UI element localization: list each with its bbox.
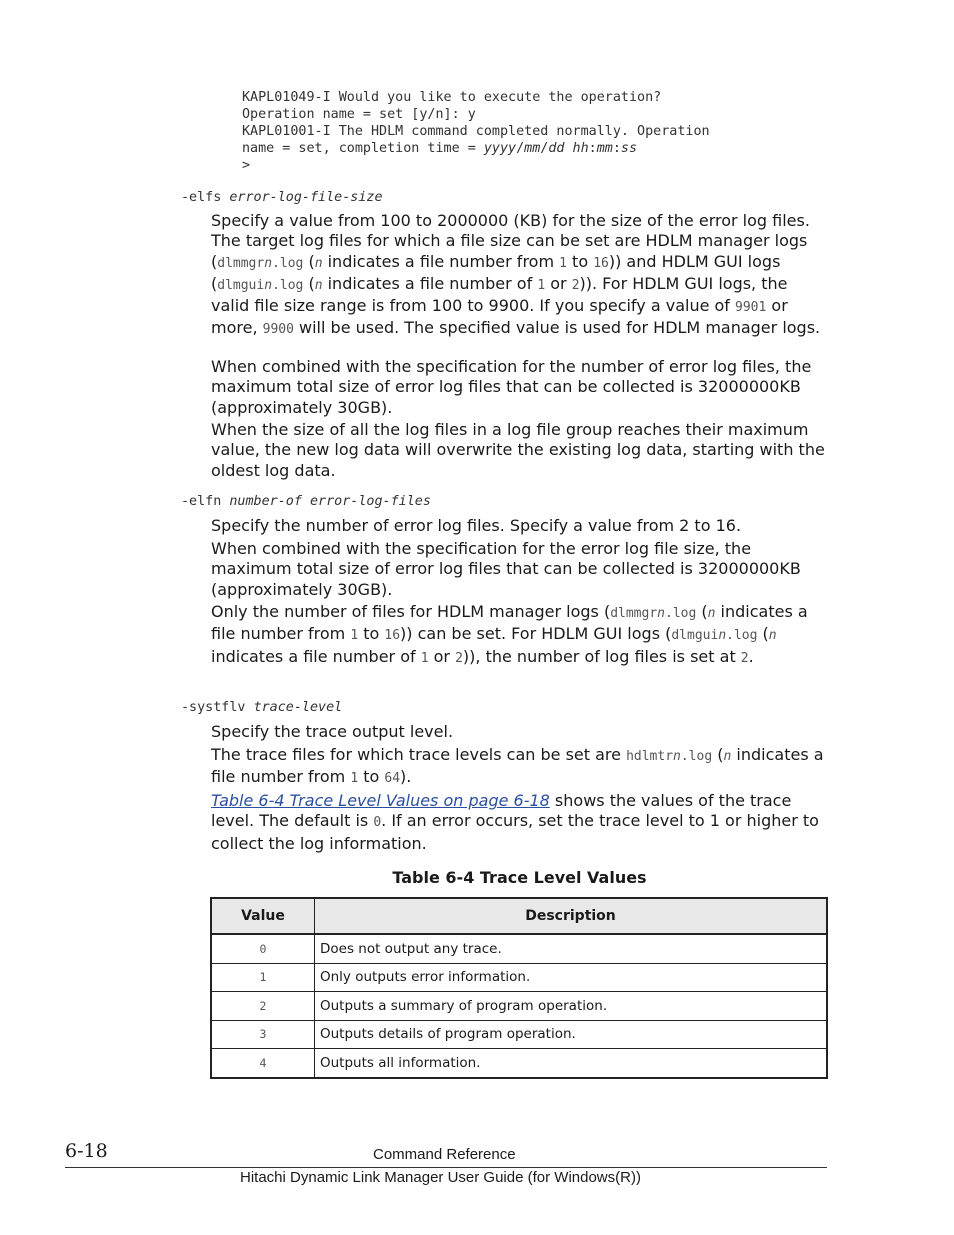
value: 2	[455, 650, 463, 666]
code-var: mm	[596, 141, 613, 156]
option-name: -elfn	[181, 494, 230, 509]
code-text: /	[540, 141, 549, 156]
value-cell: 0	[211, 934, 315, 963]
description-cell: Outputs all information.	[315, 1049, 828, 1078]
option-systflv-heading	[181, 700, 342, 715]
text: indicates a file number of	[322, 273, 538, 293]
text: ).	[400, 767, 412, 787]
systflv-paragraph-3	[211, 791, 829, 854]
var	[315, 256, 323, 271]
option-name: -elfs	[181, 190, 230, 205]
text: .log	[272, 277, 304, 293]
code-var: ss	[620, 141, 638, 156]
text: or more,	[211, 296, 788, 338]
elfn-paragraph-2: When combined with the specification for the error log file size, the maximum total size of error log files that can be collected is 32000000KB (approximately 30GB).	[211, 539, 801, 599]
filename	[217, 256, 303, 271]
text: n	[314, 277, 323, 293]
value: 1	[350, 628, 359, 644]
text: )). For HDLM GUI logs, the valid file size range is from 100 to 9900. If you specify a value of	[211, 273, 788, 316]
footer-book-title: Hitachi Dynamic Link Manager User Guide (for Windows(R))	[240, 1169, 641, 1186]
value: 2	[571, 277, 580, 293]
code-text: name = set, completion time =	[242, 141, 484, 156]
option-name: -systflv	[181, 700, 254, 715]
systflv-paragraph-2	[211, 745, 829, 790]
code-var: dd hh	[548, 141, 589, 156]
text: (	[757, 624, 769, 644]
table-cross-reference-link[interactable]: Table 6-4 Trace Level Values on page 6-18	[211, 791, 550, 810]
text: .log	[726, 628, 758, 644]
text: n	[723, 749, 732, 764]
code-text: :	[588, 141, 597, 156]
value: 64	[384, 771, 401, 787]
text: (	[712, 745, 724, 764]
option-elfn-heading	[181, 494, 431, 509]
text: .log	[272, 255, 304, 271]
text: .log	[680, 749, 713, 764]
text: or	[428, 646, 456, 666]
text: (	[303, 251, 315, 271]
code-line-3: KAPL01001-I The HDLM command completed normally. Operation	[242, 124, 710, 139]
code-line-2: Operation name = set [y/n]: y	[242, 107, 476, 122]
value-cell: 2	[211, 992, 315, 1021]
table-row	[211, 1020, 827, 1049]
text: or	[545, 273, 572, 293]
systflv-paragraph-1: Specify the trace output level.	[211, 722, 454, 741]
table-row	[211, 934, 827, 963]
value: 0	[373, 815, 382, 831]
text: The trace files for which trace levels can be set are	[211, 745, 627, 764]
code-line-4	[242, 141, 637, 156]
text: indicates a file number from	[211, 745, 824, 787]
text: n	[673, 749, 681, 764]
option-argument: trace-level	[253, 700, 343, 715]
text: to	[566, 251, 594, 271]
column-header-description: Description	[315, 898, 828, 934]
option-argument: number-of error-log-files	[229, 494, 431, 509]
value: 1	[559, 255, 567, 271]
text: shows the values of the trace level. The default is	[211, 791, 792, 831]
filename	[610, 606, 696, 621]
value-cell: 4	[211, 1049, 315, 1078]
description-cell: Does not output any trace.	[315, 934, 828, 963]
description-cell: Outputs details of program operation.	[315, 1020, 828, 1049]
text: .	[748, 646, 754, 666]
text: indicates a file number from	[211, 602, 808, 644]
text: n	[657, 606, 665, 621]
text: )), the number of log files is set at	[462, 646, 741, 666]
text: .log	[665, 606, 697, 621]
code-text: /	[516, 141, 525, 156]
text: dlmmgr	[217, 255, 265, 271]
value: 16	[593, 255, 609, 271]
text: . If an error occurs, set the trace level to 1 or higher to collect the log information.	[211, 811, 819, 853]
value: 9900	[262, 322, 294, 338]
option-elfs-heading	[181, 190, 383, 205]
value: 9901	[735, 300, 767, 316]
command-output-block	[242, 89, 710, 174]
text: )) can be set. For HDLM GUI logs (	[400, 624, 672, 644]
description-cell: Only outputs error information.	[315, 963, 828, 992]
value: 1	[350, 771, 359, 787]
text: n	[314, 255, 323, 271]
var	[769, 628, 777, 643]
value: 2	[740, 650, 749, 666]
column-header-value: Value	[211, 898, 315, 934]
filename	[626, 749, 712, 764]
text: n	[264, 255, 273, 271]
footer-divider	[65, 1167, 827, 1168]
text: dlmgui	[671, 628, 719, 644]
text: n	[264, 277, 273, 293]
elfs-paragraph-3: When the size of all the log files in a log file group reaches their maximum value, the new log data will overwrite the existing log data, starting with the oldest log data.	[211, 420, 825, 480]
text: will be used. The specified value is used for HDLM manager logs.	[293, 318, 821, 338]
filename	[671, 628, 757, 643]
text: n	[718, 628, 727, 644]
trace-level-table	[210, 897, 828, 1079]
text: )) and HDLM GUI logs (	[211, 251, 781, 293]
text: to	[358, 767, 385, 787]
text: to	[358, 624, 385, 644]
elfn-paragraph-1: Specify the number of error log files. Specify a value from 2 to 16.	[211, 516, 742, 535]
text: Only the number of files for HDLM manager logs (	[211, 602, 611, 621]
value: 1	[537, 277, 546, 293]
table-row	[211, 1049, 827, 1078]
table-row	[211, 992, 827, 1021]
table-header-row	[211, 898, 827, 934]
table-row	[211, 963, 827, 992]
var	[315, 278, 323, 293]
elfs-paragraph-2: When combined with the specification for the number of error log files, the maximum total size of error log files that can be collected is 32000000KB (approximately 30GB).	[211, 357, 812, 417]
text: (	[303, 273, 315, 293]
text: Specify a value from 100 to 2000000 (KB) for the size of the error log files. The target log files for which a file size can be set are HDLM manager logs (	[211, 211, 810, 271]
code-var: yyyy	[483, 141, 517, 156]
text: indicates a file number of	[211, 646, 421, 666]
code-line-1: KAPL01049-I Would you like to execute the operation?	[242, 90, 662, 105]
option-argument: error-log-file-size	[229, 190, 383, 205]
value: 1	[420, 650, 429, 666]
text: hdlmtr	[626, 749, 674, 764]
text: n	[768, 628, 777, 644]
value-cell: 3	[211, 1020, 315, 1049]
filename	[217, 278, 303, 293]
code-line-5: >	[242, 158, 251, 173]
description-cell: Outputs a summary of program operation.	[315, 992, 828, 1021]
value-cell: 1	[211, 963, 315, 992]
value: 16	[384, 628, 401, 644]
page-number: 6-18	[65, 1140, 108, 1162]
text: n	[707, 606, 716, 621]
code-var: mm	[524, 141, 541, 156]
code-text: :	[612, 141, 621, 156]
text: (	[696, 602, 708, 621]
text: indicates a file number from	[322, 251, 560, 271]
elfn-paragraph-3	[211, 602, 829, 669]
footer-section-title: Command Reference	[373, 1146, 516, 1163]
text: dlmgui	[217, 277, 265, 293]
elfs-paragraph-1	[211, 211, 829, 341]
text: dlmmgr	[610, 606, 658, 621]
table-caption: Table 6-4 Trace Level Values	[392, 868, 647, 887]
